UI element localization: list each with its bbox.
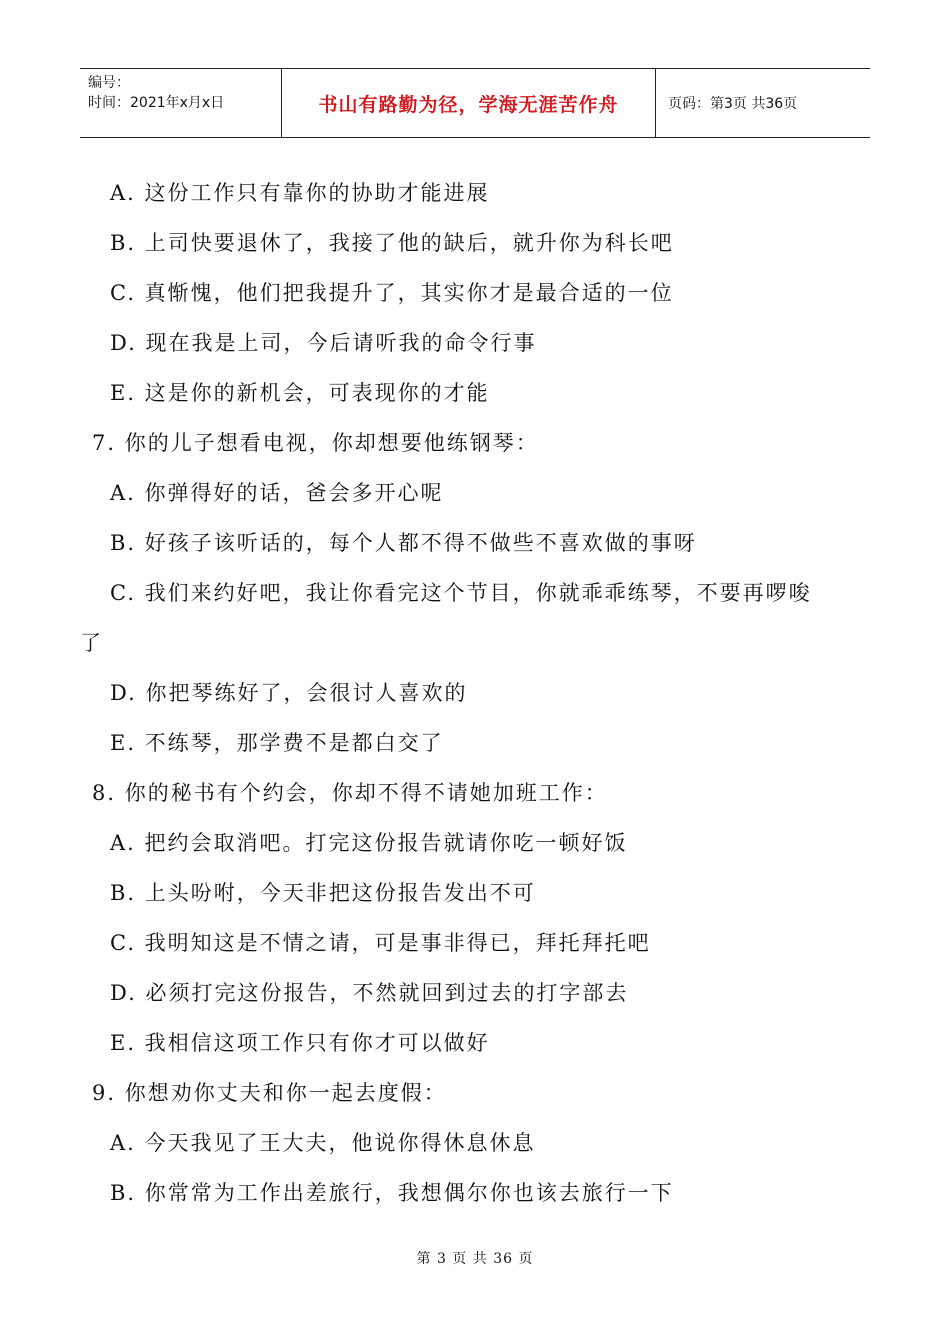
option-8b: B. 上头吩咐，今天非把这份报告发出不可 [110,881,536,905]
option-6d: D. 现在我是上司，今后请听我的命令行事 [110,331,537,355]
option-7c: C. 我们来约好吧，我让你看完这个节目，你就乖乖练琴，不要再啰唆 [110,581,812,605]
document-number: 编号： [88,75,130,91]
page-header [80,68,870,138]
option-6c: C. 真惭愧，他们把我提升了，其实你才是最合适的一位 [110,281,674,305]
option-7b: B. 好孩子该听话的，每个人都不得不做些不喜欢做的事呀 [110,531,697,555]
option-6b: B. 上司快要退休了，我接了他的缺后，就升你为科长吧 [110,231,674,255]
option-6a: A. 这份工作只有靠你的协助才能进展 [110,181,490,205]
option-8e: E. 我相信这项工作只有你才可以做好 [110,1031,490,1055]
header-info [80,69,282,137]
option-9b: B. 你常常为工作出差旅行，我想偶尔你也该去旅行一下 [110,1181,674,1205]
option-9a: A. 今天我见了王大夫，他说你得休息休息 [110,1131,536,1155]
option-7d: D. 你把琴练好了，会很讨人喜欢的 [110,681,468,705]
question-9: 9. 你想劝你丈夫和你一起去度假： [92,1081,447,1105]
document-date: 时间：2021年x月x日 [88,95,225,111]
option-7e: E. 不练琴，那学费不是都白交了 [110,731,444,755]
header-slogan: 书山有路勤为径，学海无涯苦作舟 [282,69,656,137]
document-body [80,168,872,1218]
header-page-number: 页码：第3页 共36页 [668,96,798,112]
question-8: 8. 你的秘书有个约会，你却不得不请她加班工作： [92,781,608,805]
option-8c: C. 我明知这是不情之请，可是事非得已，拜托拜托吧 [110,931,651,955]
question-7: 7. 你的儿子想看电视，你却想要他练钢琴： [92,431,539,455]
option-8a: A. 把约会取消吧。打完这份报告就请你吃一顿好饭 [110,831,628,855]
option-7a: A. 你弹得好的话，爸会多开心呢 [110,481,444,505]
option-6e: E. 这是你的新机会，可表现你的才能 [110,381,490,405]
option-7c-continuation: 了 [80,631,103,655]
page-footer: 第 3 页 共 36 页 [416,1251,534,1267]
option-8d: D. 必须打完这份报告，不然就回到过去的打字部去 [110,981,629,1005]
